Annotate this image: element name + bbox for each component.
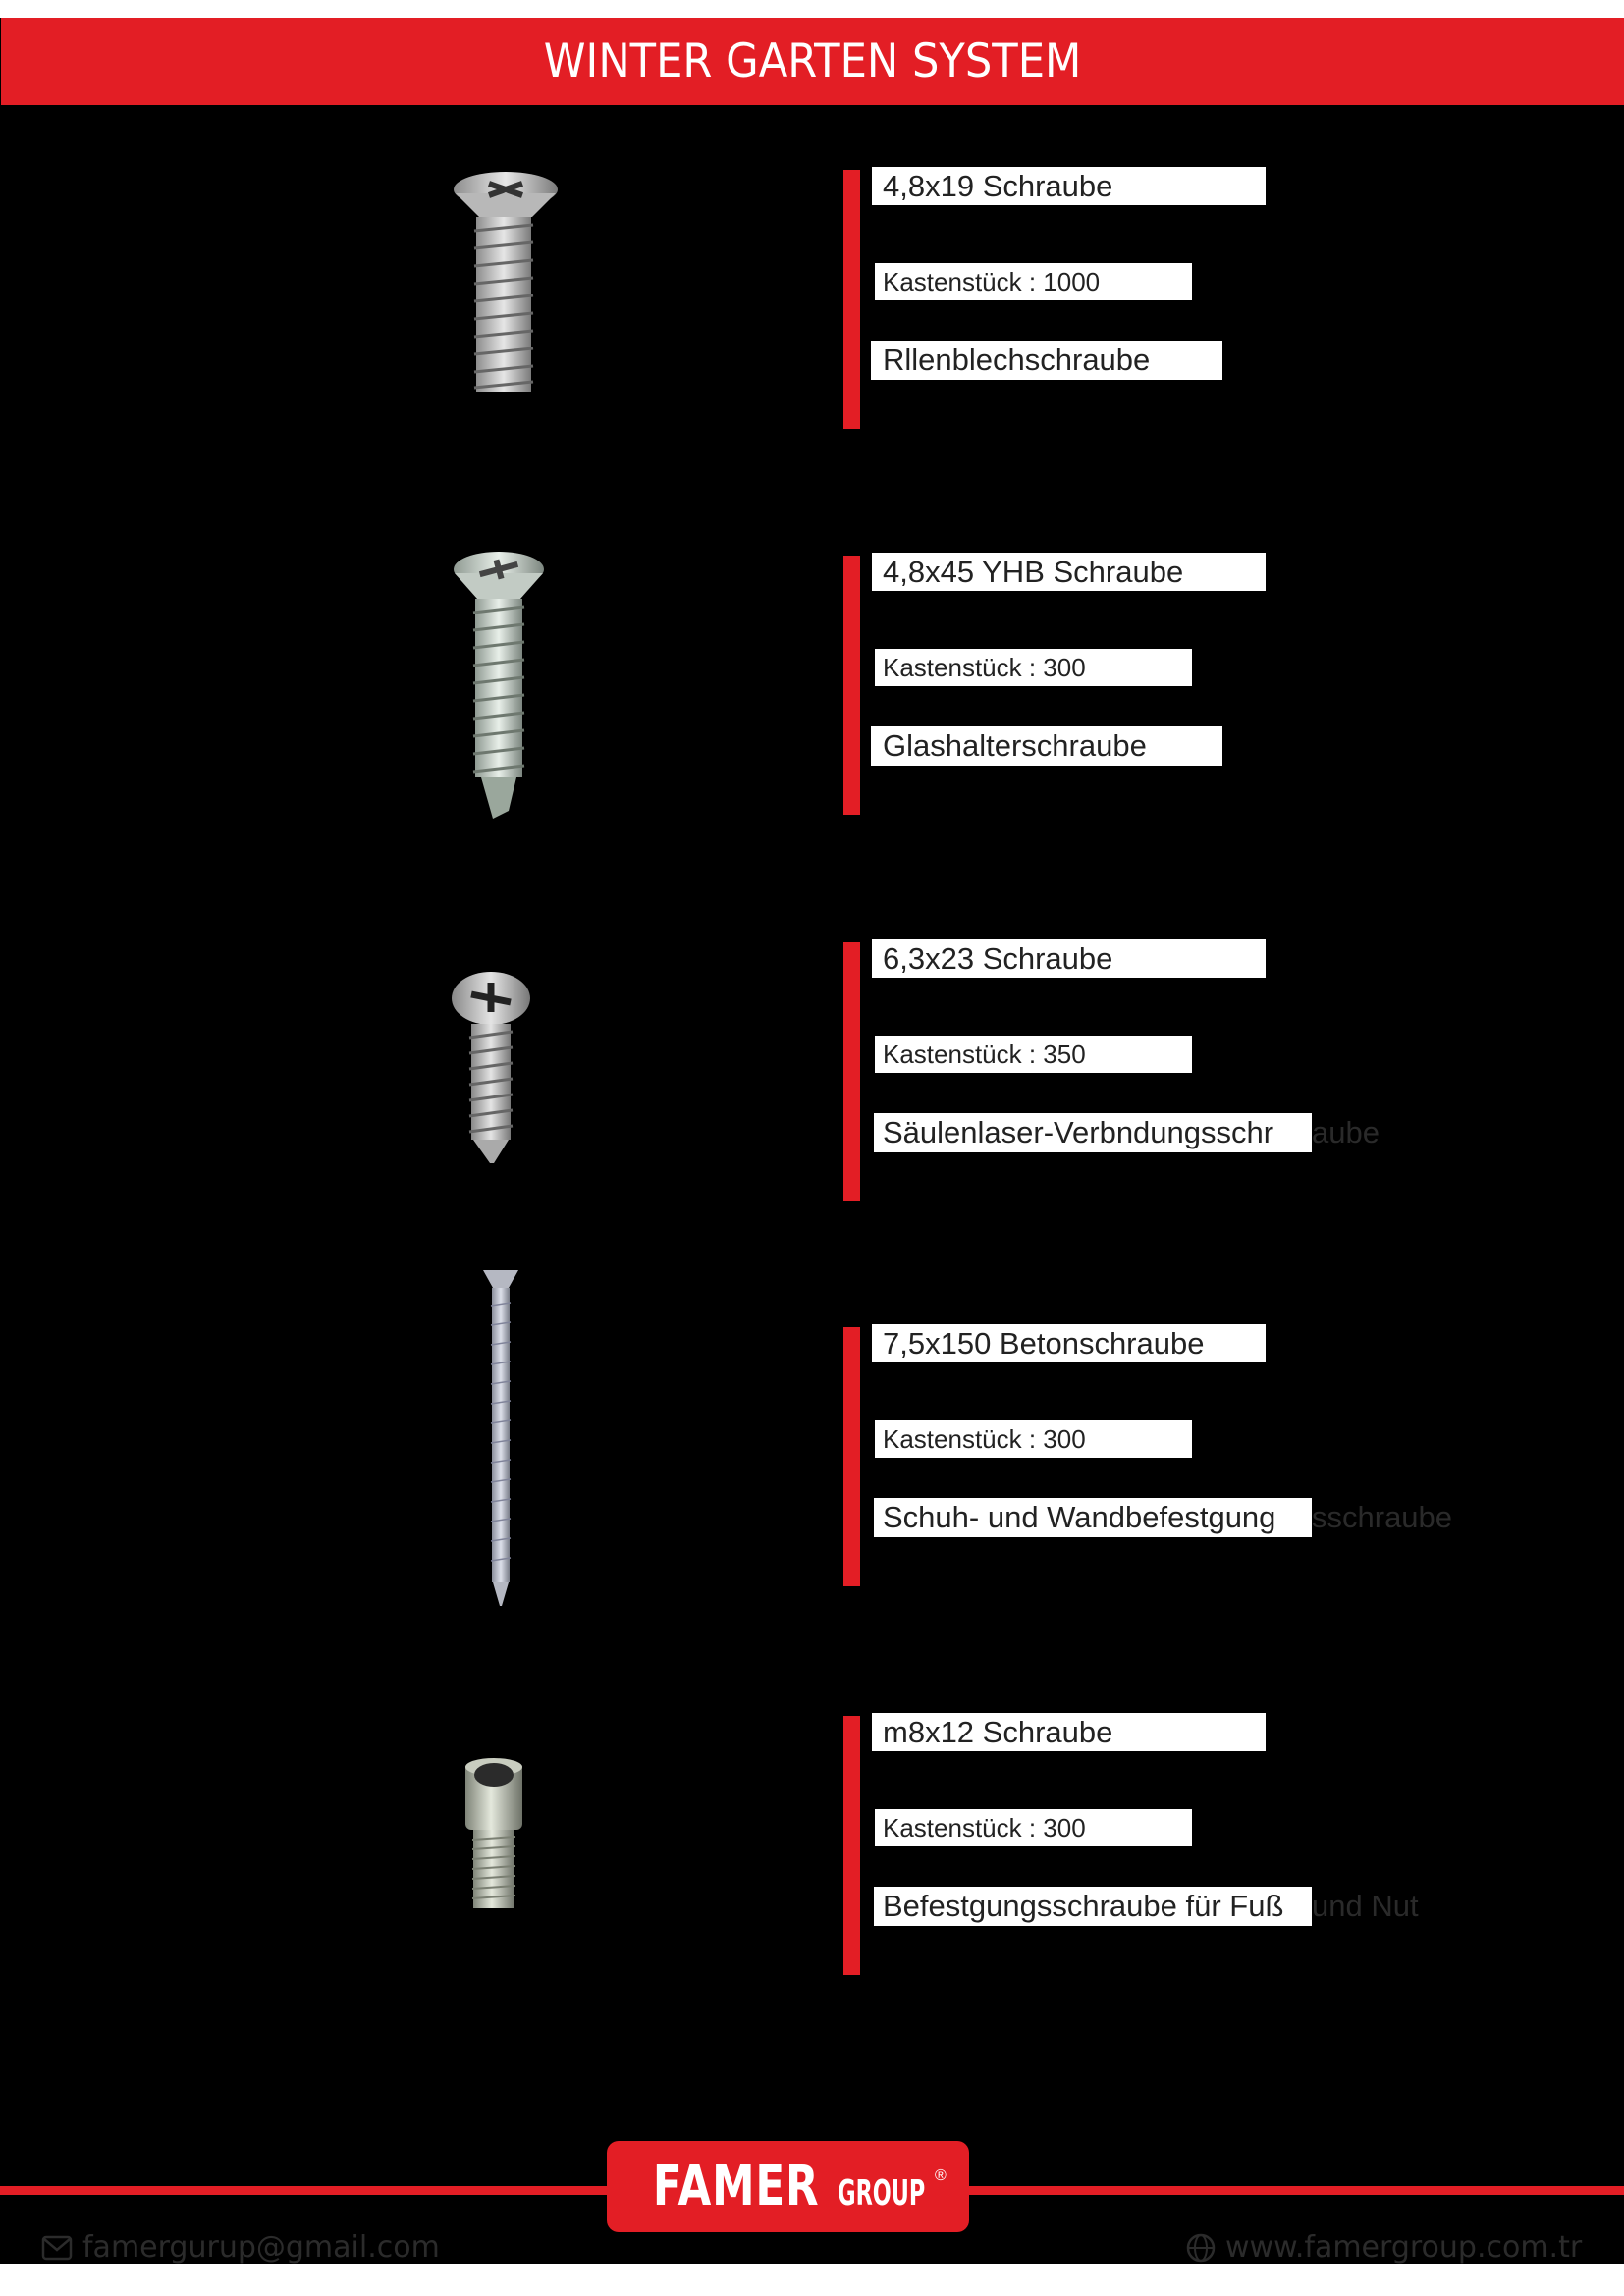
- product-item: [0, 170, 1624, 435]
- product-title: m8x12 Schraube: [883, 1715, 1113, 1749]
- product-description-overflow: aube: [1312, 1115, 1380, 1149]
- self-drilling-screw-icon: [450, 548, 548, 823]
- box-count: Kastenstück : 300: [883, 653, 1086, 682]
- header-banner: [1, 18, 1624, 105]
- box-count: Kastenstück : 300: [883, 1813, 1086, 1842]
- product-description: Schuh- und Wandbefestgung: [883, 1500, 1276, 1534]
- registered-mark: ®: [934, 2166, 947, 2184]
- famer-group-logo: [607, 2141, 969, 2232]
- accent-bar: [843, 942, 860, 1201]
- product-title: 4,8x19 Schraube: [883, 169, 1113, 203]
- product-item: [0, 556, 1624, 821]
- product-title: 7,5x150 Betonschraube: [883, 1326, 1205, 1361]
- product-title: 6,3x23 Schraube: [883, 941, 1113, 976]
- box-count: Kastenstück : 350: [883, 1040, 1086, 1069]
- product-description: Befestgungsschraube für Fuß: [883, 1889, 1284, 1923]
- product-description: Säulenlaser-Verbndungsschr: [883, 1115, 1274, 1149]
- product-description: Glashalterschraube: [883, 728, 1147, 763]
- product-item: [0, 1327, 1624, 1592]
- logo-sub-text: GROUP: [838, 2173, 926, 2214]
- mail-icon: [41, 2235, 73, 2261]
- email-text[interactable]: famergurup@gmail.com: [82, 2230, 440, 2265]
- product-item: [0, 1716, 1624, 1981]
- footer-email[interactable]: [41, 2230, 440, 2265]
- product-description-overflow: sschraube: [1312, 1500, 1453, 1534]
- accent-bar: [843, 1716, 860, 1975]
- accent-bar: [843, 1327, 860, 1586]
- product-item: [0, 942, 1624, 1207]
- box-count: Kastenstück : 300: [883, 1424, 1086, 1454]
- product-title: 4,8x45 YHB Schraube: [883, 555, 1184, 589]
- pan-head-screw-icon: [447, 969, 535, 1165]
- concrete-screw-icon: [471, 1266, 530, 1610]
- socket-cap-screw-icon: [460, 1755, 528, 1912]
- accent-bar: [843, 170, 860, 429]
- globe-icon: [1186, 2233, 1216, 2263]
- product-description-overflow: und Nut: [1312, 1889, 1419, 1923]
- product-description: Rllenblechschraube: [883, 343, 1151, 377]
- box-count: Kastenstück : 1000: [883, 267, 1101, 296]
- countersunk-screw-icon: [450, 170, 563, 396]
- logo-main-text: FAMER: [653, 2155, 820, 2218]
- website-text[interactable]: www.famergroup.com.tr: [1225, 2230, 1583, 2265]
- accent-bar: [843, 556, 860, 815]
- footer-website[interactable]: [1186, 2230, 1582, 2265]
- page-title: WINTER GARTEN SYSTEM: [543, 34, 1082, 88]
